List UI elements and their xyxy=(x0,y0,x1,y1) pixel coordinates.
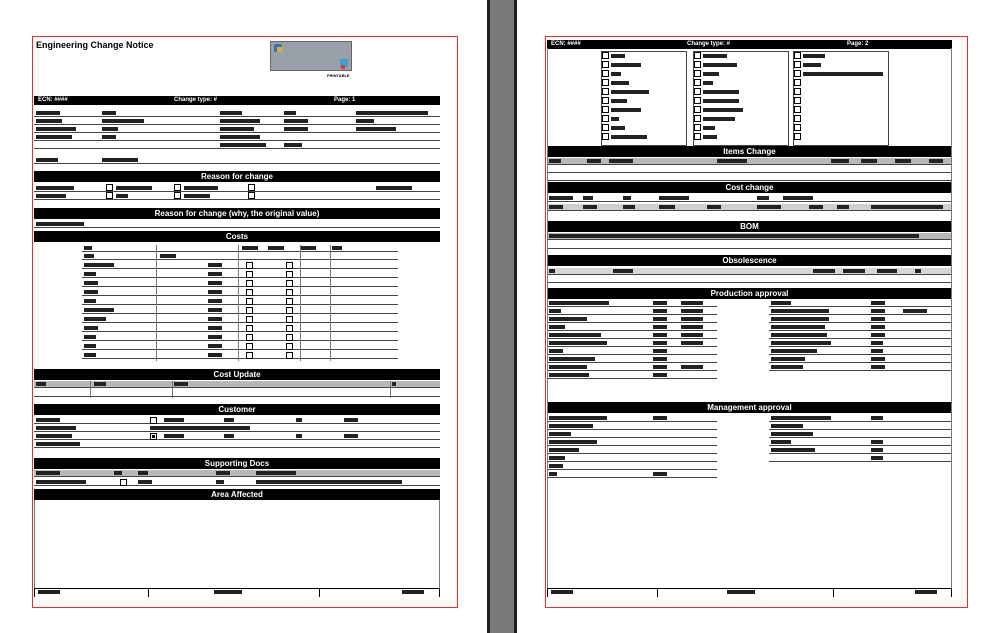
ecn-number: ECN: #### xyxy=(38,97,68,103)
area-checkbox[interactable] xyxy=(794,133,801,140)
area-checkbox[interactable] xyxy=(694,52,701,59)
cost-checkbox[interactable] xyxy=(246,343,253,350)
page-number-p2: Page: 2 xyxy=(847,41,869,47)
area-checkbox[interactable] xyxy=(602,79,609,86)
customer-checkbox[interactable] xyxy=(150,433,157,440)
area-checkbox[interactable] xyxy=(794,79,801,86)
area-checkbox[interactable] xyxy=(602,52,609,59)
cost-checkbox[interactable] xyxy=(246,280,253,287)
area-checkbox[interactable] xyxy=(694,115,701,122)
area-checkbox[interactable] xyxy=(694,88,701,95)
items-change-bar: Items Change xyxy=(547,146,952,157)
area-checkbox[interactable] xyxy=(794,115,801,122)
obsolescence-bar: Obsolescence xyxy=(547,255,952,266)
cost-update-bar: Cost Update xyxy=(34,369,440,380)
bom-bar: BOM xyxy=(547,221,952,232)
company-logo-icon xyxy=(270,41,352,71)
cost-checkbox[interactable] xyxy=(286,343,293,350)
cost-checkbox[interactable] xyxy=(286,262,293,269)
change-type-p2: Change type: # xyxy=(687,41,731,47)
ecn-number-p2: ECN: #### xyxy=(551,41,581,47)
area-checkbox[interactable] xyxy=(694,97,701,104)
cost-checkbox[interactable] xyxy=(246,298,253,305)
cost-checkbox[interactable] xyxy=(246,271,253,278)
reason-checkbox[interactable] xyxy=(106,192,113,199)
customer-bar: Customer xyxy=(34,404,440,415)
management-approval-bar: Management approval xyxy=(547,402,952,413)
right-page xyxy=(517,0,997,633)
area-checkbox[interactable] xyxy=(602,88,609,95)
change-type: Change type: # xyxy=(174,97,218,103)
cost-checkbox[interactable] xyxy=(246,334,253,341)
cost-checkbox[interactable] xyxy=(246,352,253,359)
reason-checkbox[interactable] xyxy=(174,184,181,191)
area-checkbox[interactable] xyxy=(794,97,801,104)
right-header-bar xyxy=(547,40,952,49)
logo-caption: PRINTABLE xyxy=(327,73,350,78)
area-checkbox[interactable] xyxy=(694,124,701,131)
area-checkbox[interactable] xyxy=(694,79,701,86)
cost-checkbox[interactable] xyxy=(286,352,293,359)
area-checkbox[interactable] xyxy=(794,124,801,131)
cost-checkbox[interactable] xyxy=(246,289,253,296)
reason-checkbox[interactable] xyxy=(174,192,181,199)
page-gutter xyxy=(487,0,517,633)
area-checkbox[interactable] xyxy=(602,97,609,104)
area-checkbox[interactable] xyxy=(602,106,609,113)
document-title: Engineering Change Notice xyxy=(36,40,154,50)
area-checkbox[interactable] xyxy=(602,115,609,122)
area-checkbox[interactable] xyxy=(694,106,701,113)
cost-checkbox[interactable] xyxy=(246,262,253,269)
reason-checkbox[interactable] xyxy=(248,184,255,191)
area-checkbox[interactable] xyxy=(794,52,801,59)
cost-checkbox[interactable] xyxy=(286,289,293,296)
cost-checkbox[interactable] xyxy=(286,325,293,332)
cost-checkbox[interactable] xyxy=(286,298,293,305)
customer-checkbox[interactable] xyxy=(150,417,157,424)
production-approval-bar: Production approval xyxy=(547,288,952,299)
area-checkbox[interactable] xyxy=(794,70,801,77)
cost-checkbox[interactable] xyxy=(286,280,293,287)
reason-why-bar: Reason for change (why, the original value) xyxy=(34,208,440,219)
page-number: Page: 1 xyxy=(334,97,356,103)
area-affected-bar: Area Affected xyxy=(34,489,440,500)
cost-checkbox[interactable] xyxy=(246,307,253,314)
left-header-bar xyxy=(34,96,440,105)
right-footer xyxy=(547,588,952,596)
area-checkbox[interactable] xyxy=(794,88,801,95)
costs-bar: Costs xyxy=(34,231,440,242)
area-checkbox[interactable] xyxy=(602,61,609,68)
area-checkbox[interactable] xyxy=(602,70,609,77)
docs-checkbox[interactable] xyxy=(120,479,127,486)
area-checkbox[interactable] xyxy=(694,61,701,68)
area-checkbox[interactable] xyxy=(694,70,701,77)
cost-checkbox[interactable] xyxy=(286,271,293,278)
left-footer xyxy=(34,588,440,596)
cost-checkbox[interactable] xyxy=(246,316,253,323)
cost-checkbox[interactable] xyxy=(286,334,293,341)
area-checkbox[interactable] xyxy=(794,106,801,113)
area-checkbox[interactable] xyxy=(794,61,801,68)
left-page xyxy=(0,0,487,633)
area-checkbox[interactable] xyxy=(694,133,701,140)
area-checkbox[interactable] xyxy=(602,133,609,140)
reason-checkbox[interactable] xyxy=(248,192,255,199)
reason-for-change-bar: Reason for change xyxy=(34,171,440,182)
area-checkbox[interactable] xyxy=(602,124,609,131)
cost-checkbox[interactable] xyxy=(286,307,293,314)
cost-checkbox[interactable] xyxy=(246,325,253,332)
cost-checkbox[interactable] xyxy=(286,316,293,323)
cost-change-bar: Cost change xyxy=(547,182,952,193)
reason-why-line xyxy=(34,221,440,228)
supporting-docs-bar: Supporting Docs xyxy=(34,458,440,469)
reason-checkbox[interactable] xyxy=(106,184,113,191)
